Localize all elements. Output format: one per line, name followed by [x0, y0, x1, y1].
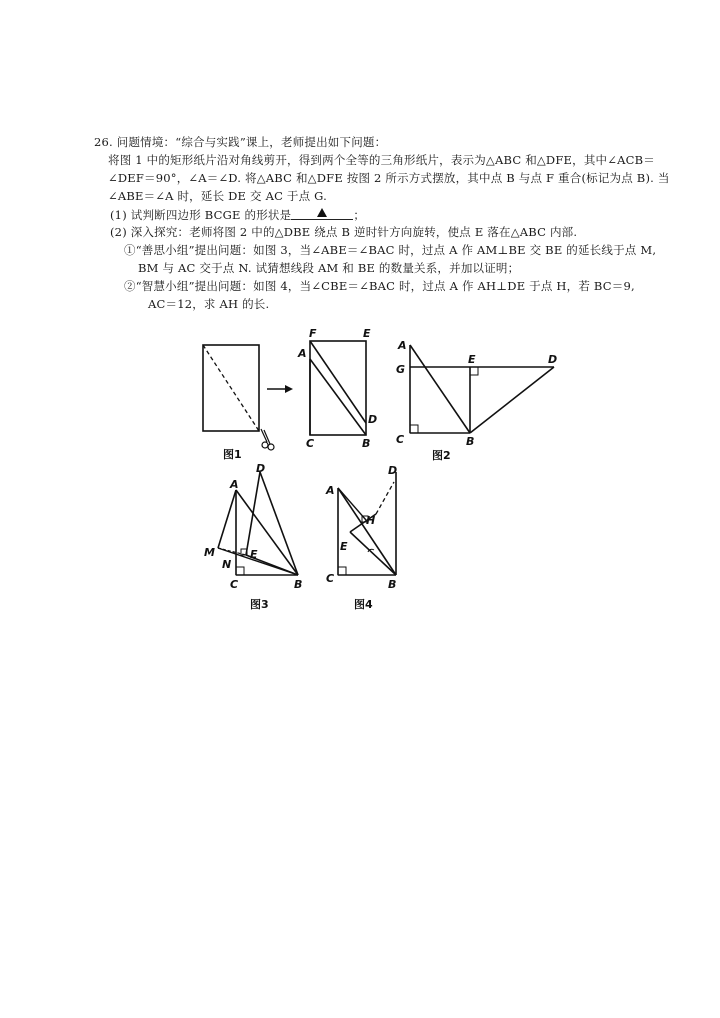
answer-blank: [291, 207, 353, 220]
label-H: H: [366, 514, 376, 527]
problem-line-4: ∠ABE＝∠A 时，延长 DE 交 AC 于点 G.: [108, 189, 328, 203]
label-D: D: [256, 462, 266, 475]
question-2-part-1b: BM 与 AC 交于点 N. 试猜想线段 AM 和 BE 的数量关系，并加以证明；: [138, 261, 520, 275]
question-2-part-1a: ①“善思小组”提出问题：如图 3，当∠ABE＝∠BAC 时，过点 A 作 AM⊥BE 交 BE 的延长线于点 M,: [124, 243, 657, 257]
label-A: A: [298, 347, 307, 360]
problem-number: 26.: [94, 135, 113, 149]
label-B: B: [466, 435, 475, 448]
problem-line-1: [94, 135, 386, 150]
label-C: C: [396, 433, 405, 446]
label-N: N: [222, 558, 232, 571]
label-B: B: [294, 578, 303, 591]
label-C: C: [230, 578, 239, 591]
label-C: C: [326, 572, 335, 585]
label-B: B: [388, 578, 397, 591]
figure-4: [318, 460, 418, 615]
label-D: D: [548, 353, 558, 366]
arrow-right-icon: [265, 382, 295, 396]
label-A: A: [230, 478, 239, 491]
label-E: E: [363, 327, 371, 340]
label-M: M: [204, 546, 215, 559]
figure-1-caption: 图1: [223, 448, 242, 461]
label-A: A: [398, 339, 407, 352]
problem-line-2: 将图 1 中的矩形纸片沿对角线剪开，得到两个全等的三角形纸片，表示为△ABC 和△DFE，其中∠ACB＝: [108, 153, 655, 167]
question-1-suffix: ；: [353, 208, 366, 222]
figure-3: [200, 460, 315, 615]
label-E: E: [250, 548, 258, 561]
label-E: E: [468, 353, 476, 366]
label-E: E: [340, 540, 348, 553]
figure-4-caption: 图4: [354, 598, 373, 611]
label-D: D: [368, 413, 378, 426]
figure-2-left: [296, 325, 386, 450]
question-1: [110, 207, 365, 223]
label-B: B: [362, 437, 371, 450]
triangle-marker-icon: [317, 208, 327, 217]
question-2: (2) 深入探究：老师将图 2 中的△DBE 绕点 B 逆时针方向旋转，使点 E 落在△ABC 内部.: [110, 225, 578, 239]
label-D: D: [388, 464, 398, 477]
figure-2: [392, 333, 567, 463]
label-G: G: [396, 363, 406, 376]
label-A: A: [326, 484, 335, 497]
question-1-prefix: (1) 试判断四边形 BCGE 的形状是: [110, 208, 292, 222]
figure-3-caption: 图3: [250, 598, 269, 611]
problem-line-3: ∠DEF＝90°，∠A＝∠D. 将△ABC 和△DFE 按图 2 所示方式摆放，其中点 B 与点 F 重合(标记为点 B). 当: [108, 171, 670, 185]
question-2-part-2b: AC＝12，求 AH 的长.: [148, 297, 270, 311]
question-2-part-2a: ②“智慧小组”提出问题：如图 4，当∠CBE＝∠BAC 时，过点 A 作 AH⊥DE 于点 H，若 BC＝9,: [124, 279, 635, 293]
scissors-icon: [261, 429, 274, 450]
label-C: C: [306, 437, 315, 450]
figure-2-caption: 图2: [432, 449, 451, 462]
problem-intro: 问题情境：“综合与实践”课上，老师提出如下问题：: [116, 135, 387, 149]
label-F: F: [309, 327, 317, 340]
